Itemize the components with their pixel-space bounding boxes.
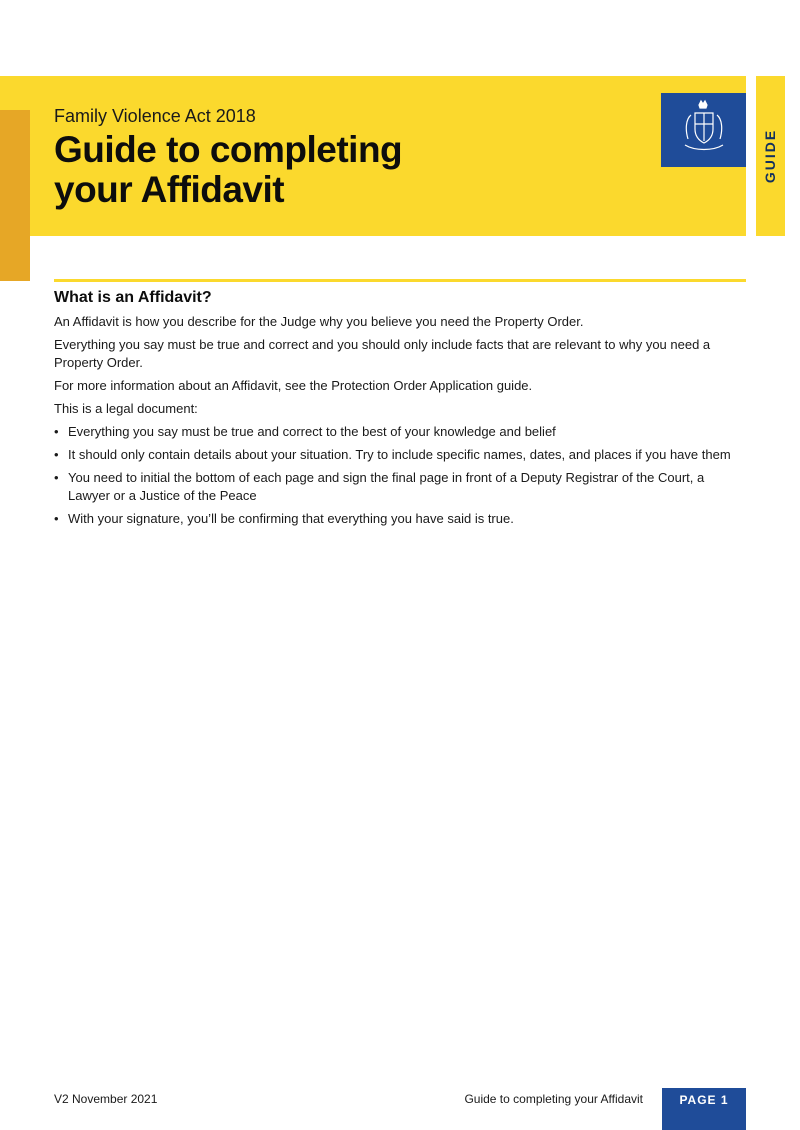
header-accent-tab: [0, 110, 30, 281]
bullet-icon: •: [54, 470, 59, 485]
list-item-text: With your signature, you’ll be confirming that everything you have said is true.: [68, 511, 514, 526]
section-divider: [54, 279, 746, 282]
list-item: [54, 510, 746, 528]
coat-of-arms-icon: [661, 93, 746, 167]
footer-document-title: Guide to completing your Affidavit: [464, 1092, 643, 1106]
paragraph: This is a legal document:: [54, 401, 198, 416]
bullet-icon: •: [54, 447, 59, 462]
list-item: [54, 446, 746, 464]
list-item: [54, 423, 746, 441]
bullet-list: [54, 423, 746, 528]
section-content: [54, 288, 746, 533]
paragraph: An Affidavit is how you describe for the Judge why you believe you need the Property Order.: [54, 314, 584, 329]
paragraph: For more information about an Affidavit, see the Protection Order Application guide.: [54, 378, 533, 393]
list-item: [54, 469, 746, 505]
list-item-text: It should only contain details about your situation. Try to include specific names, dates, and places if you have them: [68, 447, 731, 462]
page-number-badge: PAGE 1: [662, 1088, 746, 1130]
bullet-icon: •: [54, 424, 59, 439]
list-item-text: Everything you say must be true and correct to the best of your knowledge and belief: [68, 424, 556, 439]
footer-version: V2 November 2021: [54, 1092, 158, 1106]
side-tab-label: GUIDE: [762, 128, 779, 184]
document-subtitle: Family Violence Act 2018: [54, 106, 256, 126]
title-line-1: Guide to completing: [54, 129, 403, 170]
title-line-2: your Affidavit: [54, 169, 285, 210]
bullet-icon: •: [54, 511, 59, 526]
page-title: [54, 130, 402, 210]
side-tab-label-wrap: [756, 76, 785, 236]
paragraph: Everything you say must be true and correct and you should only include facts that are relevant to why you need a Property Order.: [54, 337, 711, 370]
section-heading: What is an Affidavit?: [54, 289, 212, 306]
list-item-text: You need to initial the bottom of each page and sign the final page in front of a Deputy Registrar of the Court, a Lawyer or a Justice of the Peace: [68, 470, 705, 503]
